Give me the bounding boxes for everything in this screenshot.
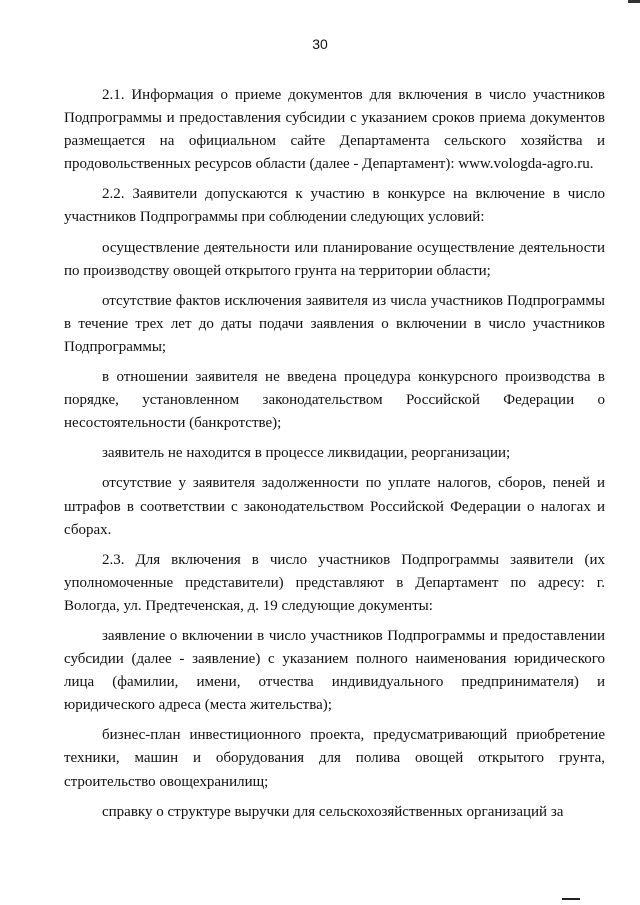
page-number: 30 [312,36,328,52]
condition-no-liquidation: заявитель не находится в процессе ликвидации, реорганизации; [102,445,511,462]
condition-no-debt: отсутствие у заявителя задолженности по уплате налогов, сборов, пеней и штрафов в соответствии с законодательством Российской Федерации о налогах и сборах. [64,475,605,538]
document-body [64,84,605,831]
paragraph-2-1: 2.1. Информация о приеме документов для включения в число участников Подпрограммы и предоставления субсидии с указанием сроков приема документов размещается на официальном сайте Департамента сельского хозяйства и продовольственных ресурсов области (далее - Департамент): www.vologda-agro.ru. [64,87,605,173]
document-application: заявление о включении в число участников Подпрограммы и предоставлении субсидии (далее - заявление) с указанием полного наименования юридического лица (фамилии, имени, отчества индивидуального предпринимателя) и юридического адреса (места жительства); [64,627,605,714]
condition-activity: осуществление деятельности или планирование осуществление деятельности по производству овощей открытого грунта на территории области; [64,239,605,279]
document-business-plan: бизнес-план инвестиционного проекта, предусматривающий приобретение техники, машин и оборудования для полива овощей открытого грунта, строительство овощехранилищ; [64,727,605,790]
corner-scan-mark [628,0,640,3]
paragraph-2-3: 2.3. Для включения в число участников Подпрограммы заявители (их уполномоченные представители) представляют в Департамент по адресу: г. Вологда, ул. Предтеченская, д. 19 следующие документы: [64,551,605,614]
bottom-scan-mark [562,898,580,900]
condition-no-bankruptcy: в отношении заявителя не введена процедура конкурсного производства в порядке, установленном законодательством Российской Федерации о несостоятельности (банкротстве); [64,369,605,432]
condition-no-exclusion: отсутствие фактов исключения заявителя из числа участников Подпрограммы в течение трех лет до даты подачи заявления о включении в число участников Подпрограммы; [64,292,605,355]
document-revenue-certificate: справку о структуре выручки для сельскохозяйственных организаций за [102,803,564,820]
paragraph-2-2: 2.2. Заявители допускаются к участию в конкурсе на включение в число участников Подпрограммы при соблюдении следующих условий: [64,186,605,226]
